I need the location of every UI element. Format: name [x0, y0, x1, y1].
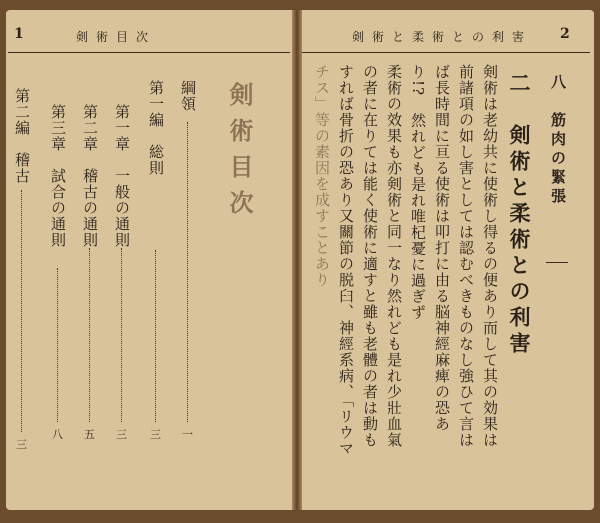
body-line: チス」等の素因を成すことあり	[313, 64, 331, 288]
toc-page-number: 八	[52, 428, 63, 441]
side-heading: 八 筋肉の緊張	[549, 74, 567, 207]
toc-entry-chapter1: 第一章 一般の通則	[113, 104, 131, 248]
toc-page-number: 五	[84, 428, 95, 441]
body-line: 剣術は老幼共に使術し得るの便あり而して其の効果は	[481, 64, 499, 448]
toc-entry-chapter3: 第三章 試合の通則	[49, 104, 67, 248]
right-page-number: 2	[560, 26, 570, 42]
book-gutter	[292, 10, 302, 510]
left-page-number: 1	[14, 26, 24, 42]
toc-page-number: 三	[16, 438, 27, 451]
toc-leader	[155, 250, 156, 422]
toc-leader	[89, 248, 90, 422]
left-header-rule	[8, 52, 290, 53]
toc-leader	[187, 122, 188, 422]
body-line: り!? 然れども是れ唯杞憂に過ぎず	[409, 64, 427, 321]
toc-leader	[21, 190, 22, 432]
left-running-header: 剣術目次	[76, 30, 157, 44]
side-heading-rule	[546, 262, 568, 263]
toc-entry-hen2: 第二編 稽古	[13, 88, 31, 184]
body-line: 前諸項の如し害としては認むべきものなし強ひて言は	[457, 64, 475, 448]
right-header-rule	[302, 52, 590, 53]
toc-page-number: 三	[116, 428, 127, 441]
right-running-header: 剣術と柔術との利害	[352, 30, 533, 44]
toc-entry-koryo: 綱領	[179, 80, 197, 112]
toc-title: 剣術目次	[225, 82, 254, 226]
body-line: 柔術の效果も亦剣術と同一なり然れども是れ少壯血氣	[385, 64, 403, 448]
toc-leader	[121, 248, 122, 422]
body-line: すれば骨折の恐あり又關節の脱臼、神經系病、「リウマ	[337, 64, 355, 457]
section-title: 二 剣術と柔術との利害	[507, 72, 532, 358]
toc-page-number: 一	[182, 428, 193, 441]
toc-page-number: 三	[150, 428, 161, 441]
body-line: の者に在りては能く使術に適すと雖も老體の者は動も	[361, 64, 379, 448]
toc-entry-hen1: 第一編 総則	[147, 80, 165, 176]
body-line: ば長時間に亘る使術は叩打に由る脳神經麻痺の恐あ	[433, 64, 451, 432]
toc-leader	[57, 268, 58, 422]
toc-entry-chapter2: 第二章 稽古の通則	[81, 104, 99, 248]
